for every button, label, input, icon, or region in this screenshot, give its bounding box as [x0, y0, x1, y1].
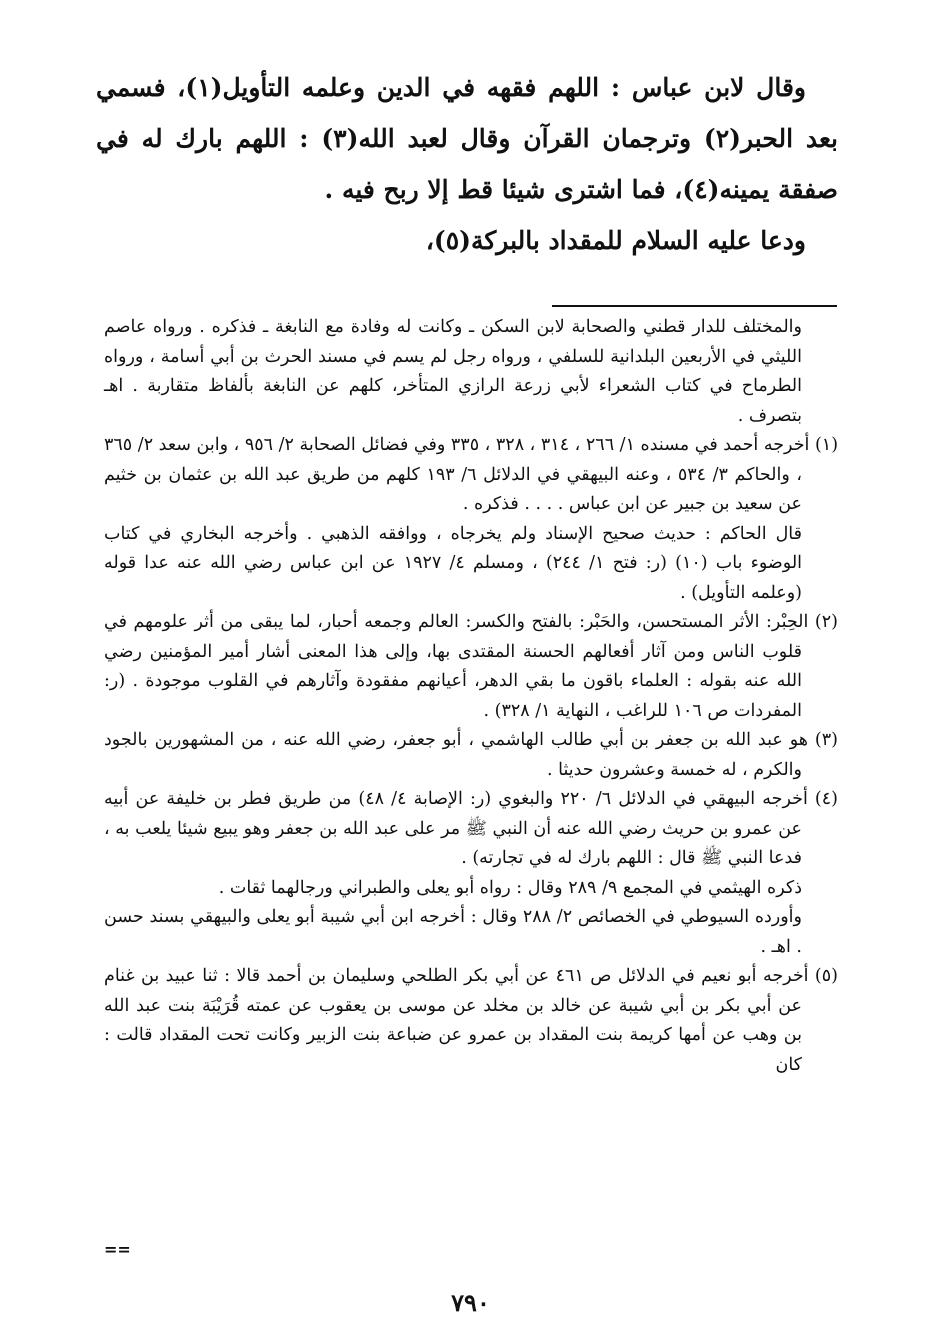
footnote-2: (٢) الحِبْر: الأثر المستحسن، والحَبْر: بالفتح والكسر: العالم وجمعه أحبار، لما يبقى من أثر علومهم في قلوب الناس ومن آثار أفعالهم الحسنة المقتدى بها، وإلى هذا المعنى أشار أمير المؤمنين رضي الله عنه بقوله : العلماء باقون ما بقي الدهر، أعيانهم مفقودة وآثارهم في القلوب موجودة . (ر: المفردات ص ١٠٦ للراغب ، النهاية ١/ ٣٢٨) .: [104, 612, 838, 721]
main-paragraph: وقال لابن عباس : اللهم فقهه في الدين وعلمه التأويل(١)، فسمي بعد الحبر(٢) وترجمان القرآن وقال لعبد الله(٣) : اللهم بارك له في صفقة يمينه(٤)، فما اشترى شيئا قط إلا ربح فيه .: [96, 73, 838, 204]
footnote-1-continuation: قال الحاكم : حديث صحيح الإسناد ولم يخرجاه ، ووافقه الذهبي . وأخرجه البخاري في كتاب الوضوء باب (١٠) (ر: فتح ١/ ٢٤٤) ، ومسلم ٤/ ١٩٢٧ عن ابن عباس رضي الله عنه عدا قوله (وعلمه التأويل) .: [104, 523, 803, 603]
footnote-separator: [552, 305, 837, 307]
footnote-4-continuation: ذكره الهيثمي في المجمع ٩/ ٢٨٩ وقال : رواه أبو يعلى والطبراني ورجالهما ثقات .: [218, 877, 802, 898]
main-text: [96, 62, 838, 266]
footnote-1: (١) أخرجه أحمد في مسنده ١/ ٢٦٦ ، ٣١٤ ، ٣٢٨ ، ٣٣٥ وفي فضائل الصحابة ٢/ ٩٥٦ ، وابن سعد ٢/ ٣٦٥ ، والحاكم ٣/ ٥٣٤ ، وعنه البيهقي في الدلائل ٦/ ١٩٣ كلهم من طريق عبد الله بن عثمان بن خثيم عن سعيد بن جبير عن ابن عباس . . . . فذكره .: [104, 435, 839, 514]
footnote-5: (٥) أخرجه أبو نعيم في الدلائل ص ٤٦١ عن أبي بكر الطلحي وسليمان بن أحمد قالا : ثنا عبيد بن غنام عن أبي بكر بن أبي شيبة عن خالد بن مخلد عن موسى بن يعقوب عن عمته قُرَيْبَة بنت عبد الله بن وهب عن أمها كريمة بنت المقداد بن عمرو عن ضباعة بنت الزبير وكانت تحت المقداد قالت : كان: [104, 966, 838, 1075]
footnote-4: (٤) أخرجه البيهقي في الدلائل ٦/ ٢٢٠ والبغوي (ر: الإصابة ٤/ ٤٨) من طريق فطر بن خليفة عن أبيه عن عمرو بن حريث رضي الله عنه أن النبي ﷺ مر على عبد الله بن جعفر وهو يبيع شيئا يلعب به ، فدعا النبي ﷺ قال : اللهم بارك له في تجارته) .: [104, 789, 838, 868]
continuation-mark: ==: [104, 1240, 131, 1259]
main-paragraph: ودعا عليه السلام للمقداد بالبركة(٥)،: [425, 226, 806, 255]
footnote-3: (٣) هو عبد الله بن جعفر بن أبي طالب الهاشمي ، أبو جعفر، رضي الله عنه ، من المشهورين بالجود والكرم ، له خمسة وعشرون حديثا .: [104, 730, 838, 780]
footnote-4-continuation: وأورده السيوطي في الخصائص ٢/ ٢٨٨ وقال : أخرجه ابن أبي شيبة أبو يعلى والبيهقي بسند حسن . اهـ .: [104, 907, 802, 957]
page-number: ٧٩٠: [451, 1288, 490, 1317]
footnote-carryover: والمختلف للدار قطني والصحابة لابن السكن ـ وكانت له وفادة مع النابغة ـ فذكره . ورواه عاصم الليثي في الأربعين البلدانية للسلفي ، ورواه رجل لم يسم في مسند الحرث بن أبي أسامة ، ورواه الطرماح في كتاب الشعراء لأبي زرعة الرازي المتأخر، كلهم عن النابغة بألفاظ متقاربة . اهـ بتصرف .: [104, 317, 802, 426]
footnotes: [104, 313, 838, 1080]
